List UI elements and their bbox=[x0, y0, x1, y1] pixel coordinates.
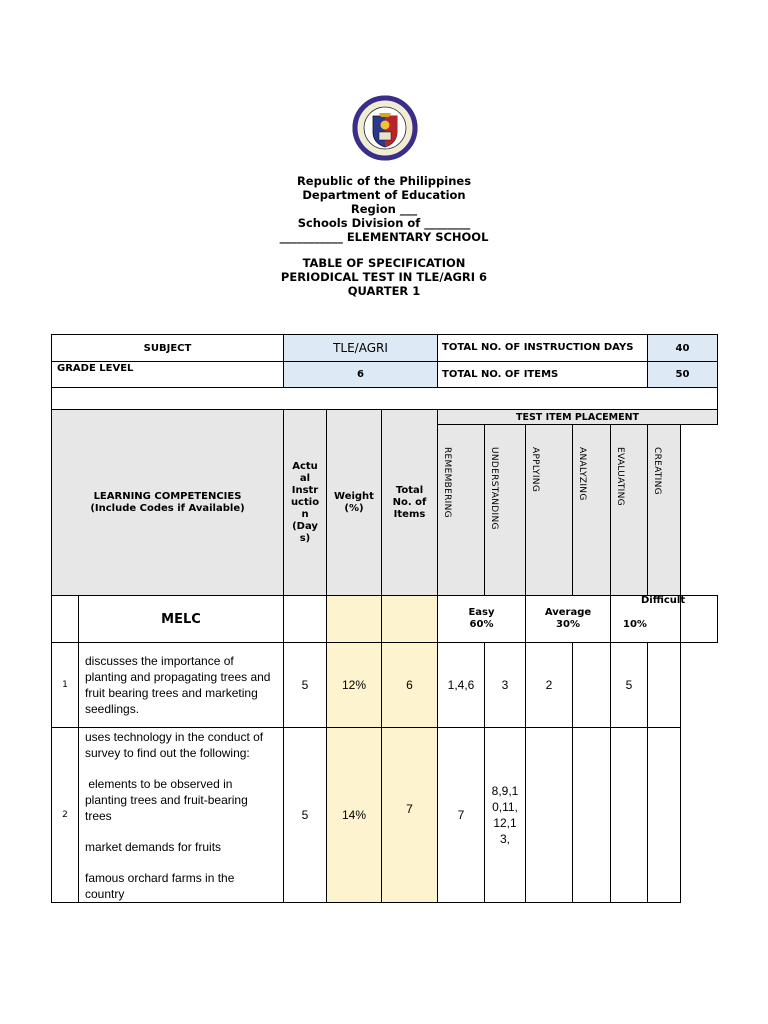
title-line: QUARTER 1 bbox=[347, 284, 421, 298]
title-line: TABLE OF SPECIFICATION bbox=[302, 256, 466, 270]
evaluating-cell bbox=[611, 728, 648, 903]
understanding-cell: 8,9,1 0,11, 12,1 3, bbox=[485, 728, 526, 903]
remembering-label: REMEMBERING bbox=[442, 447, 452, 518]
document-title bbox=[0, 256, 768, 298]
melc-number-cell bbox=[52, 596, 79, 643]
understanding-label: UNDERSTANDING bbox=[489, 447, 499, 530]
applying-cell: 2 bbox=[526, 643, 573, 728]
competency-cell bbox=[79, 728, 284, 903]
header-line: Department of Education bbox=[302, 188, 466, 202]
difficult-label: Difficult bbox=[641, 595, 686, 606]
competencies-header-line2: (Include Codes if Available) bbox=[90, 502, 245, 514]
grade-level-label: GRADE LEVEL bbox=[52, 362, 284, 388]
header-line: Region ___ bbox=[350, 202, 418, 216]
table-row bbox=[52, 728, 718, 903]
specification-table bbox=[51, 334, 718, 903]
average-level bbox=[526, 596, 611, 643]
days-cell: 5 bbox=[284, 643, 327, 728]
creating-header bbox=[648, 425, 681, 596]
melc-items-cell bbox=[382, 596, 438, 643]
competencies-header-line1: LEARNING COMPETENCIES bbox=[93, 490, 242, 502]
remembering-header bbox=[438, 425, 485, 596]
analyzing-cell bbox=[573, 728, 611, 903]
remembering-cell: 7 bbox=[438, 728, 485, 903]
items-cell: 6 bbox=[382, 643, 438, 728]
creating-cell bbox=[648, 643, 681, 728]
melc-label: MELC bbox=[79, 596, 284, 643]
difficult-level bbox=[611, 595, 686, 643]
header-line: Schools Division of ________ bbox=[297, 216, 471, 230]
days-cell: 5 bbox=[284, 728, 327, 903]
grade-level-value: 6 bbox=[284, 362, 438, 388]
average-percent: 30% bbox=[556, 619, 580, 630]
creating-cell bbox=[648, 728, 681, 903]
difficult-percent: 10% bbox=[623, 619, 647, 630]
competency-text: uses technology in the conduct of survey to find out the following: bbox=[85, 730, 264, 760]
deped-seal-icon bbox=[352, 94, 418, 162]
total-items-value: 50 bbox=[648, 362, 718, 388]
understanding-header bbox=[485, 425, 526, 596]
title-line: PERIODICAL TEST IN TLE/AGRI 6 bbox=[280, 270, 488, 284]
letterhead bbox=[0, 174, 768, 244]
spacer-row bbox=[52, 388, 718, 410]
instruction-days-value: 40 bbox=[648, 335, 718, 362]
melc-weight-cell bbox=[327, 596, 382, 643]
actual-instruction-header: Actu al Instr uctio n (Day s) bbox=[284, 410, 327, 596]
creating-difficulty-cell bbox=[681, 596, 718, 643]
applying-header bbox=[526, 425, 573, 596]
creating-label: CREATING bbox=[652, 447, 662, 495]
header-line: ___________ ELEMENTARY SCHOOL bbox=[279, 230, 489, 244]
analyzing-cell bbox=[573, 643, 611, 728]
weight-cell: 12% bbox=[327, 643, 382, 728]
items-cell: 7 bbox=[382, 728, 438, 903]
header-line: Republic of the Philippines bbox=[296, 174, 472, 188]
total-items-label: TOTAL NO. OF ITEMS bbox=[438, 362, 648, 388]
competency-cell bbox=[79, 643, 284, 728]
evaluating-cell: 5 bbox=[611, 643, 648, 728]
easy-level bbox=[438, 596, 526, 643]
test-item-placement-header: TEST ITEM PLACEMENT bbox=[438, 410, 718, 425]
competencies-header bbox=[52, 410, 284, 596]
subject-value: TLE/AGRI bbox=[284, 335, 438, 362]
instruction-days-label: TOTAL NO. OF INSTRUCTION DAYS bbox=[438, 335, 648, 362]
average-label: Average bbox=[544, 607, 592, 618]
applying-label: APPLYING bbox=[530, 447, 540, 493]
easy-label: Easy bbox=[468, 607, 495, 618]
melc-days-cell bbox=[284, 596, 327, 643]
weight-cell: 14% bbox=[327, 728, 382, 903]
evaluating-label: EVALUATING bbox=[615, 447, 625, 506]
easy-percent: 60% bbox=[469, 619, 494, 630]
understanding-cell: 3 bbox=[485, 643, 526, 728]
competency-text: elements to be observed in planting trees and fruit-bearing trees bbox=[85, 777, 252, 823]
competency-text: discusses the importance of planting and propagating trees and fruit bearing trees and marketing seedlings. bbox=[85, 654, 271, 716]
table-row bbox=[52, 643, 718, 728]
weight-header: Weight (%) bbox=[327, 410, 382, 596]
subject-label: SUBJECT bbox=[52, 335, 284, 362]
analyzing-header bbox=[573, 425, 611, 596]
row-number: 2 bbox=[52, 728, 79, 903]
evaluating-header bbox=[611, 425, 648, 596]
competency-text: famous orchard farms in the country bbox=[85, 871, 235, 901]
remembering-cell: 1,4,6 bbox=[438, 643, 485, 728]
analyzing-label: ANALYZING bbox=[577, 447, 587, 501]
competency-text: market demands for fruits bbox=[85, 840, 222, 854]
applying-cell bbox=[526, 728, 573, 903]
total-items-header: Total No. of Items bbox=[382, 410, 438, 596]
row-number: 1 bbox=[52, 643, 79, 728]
